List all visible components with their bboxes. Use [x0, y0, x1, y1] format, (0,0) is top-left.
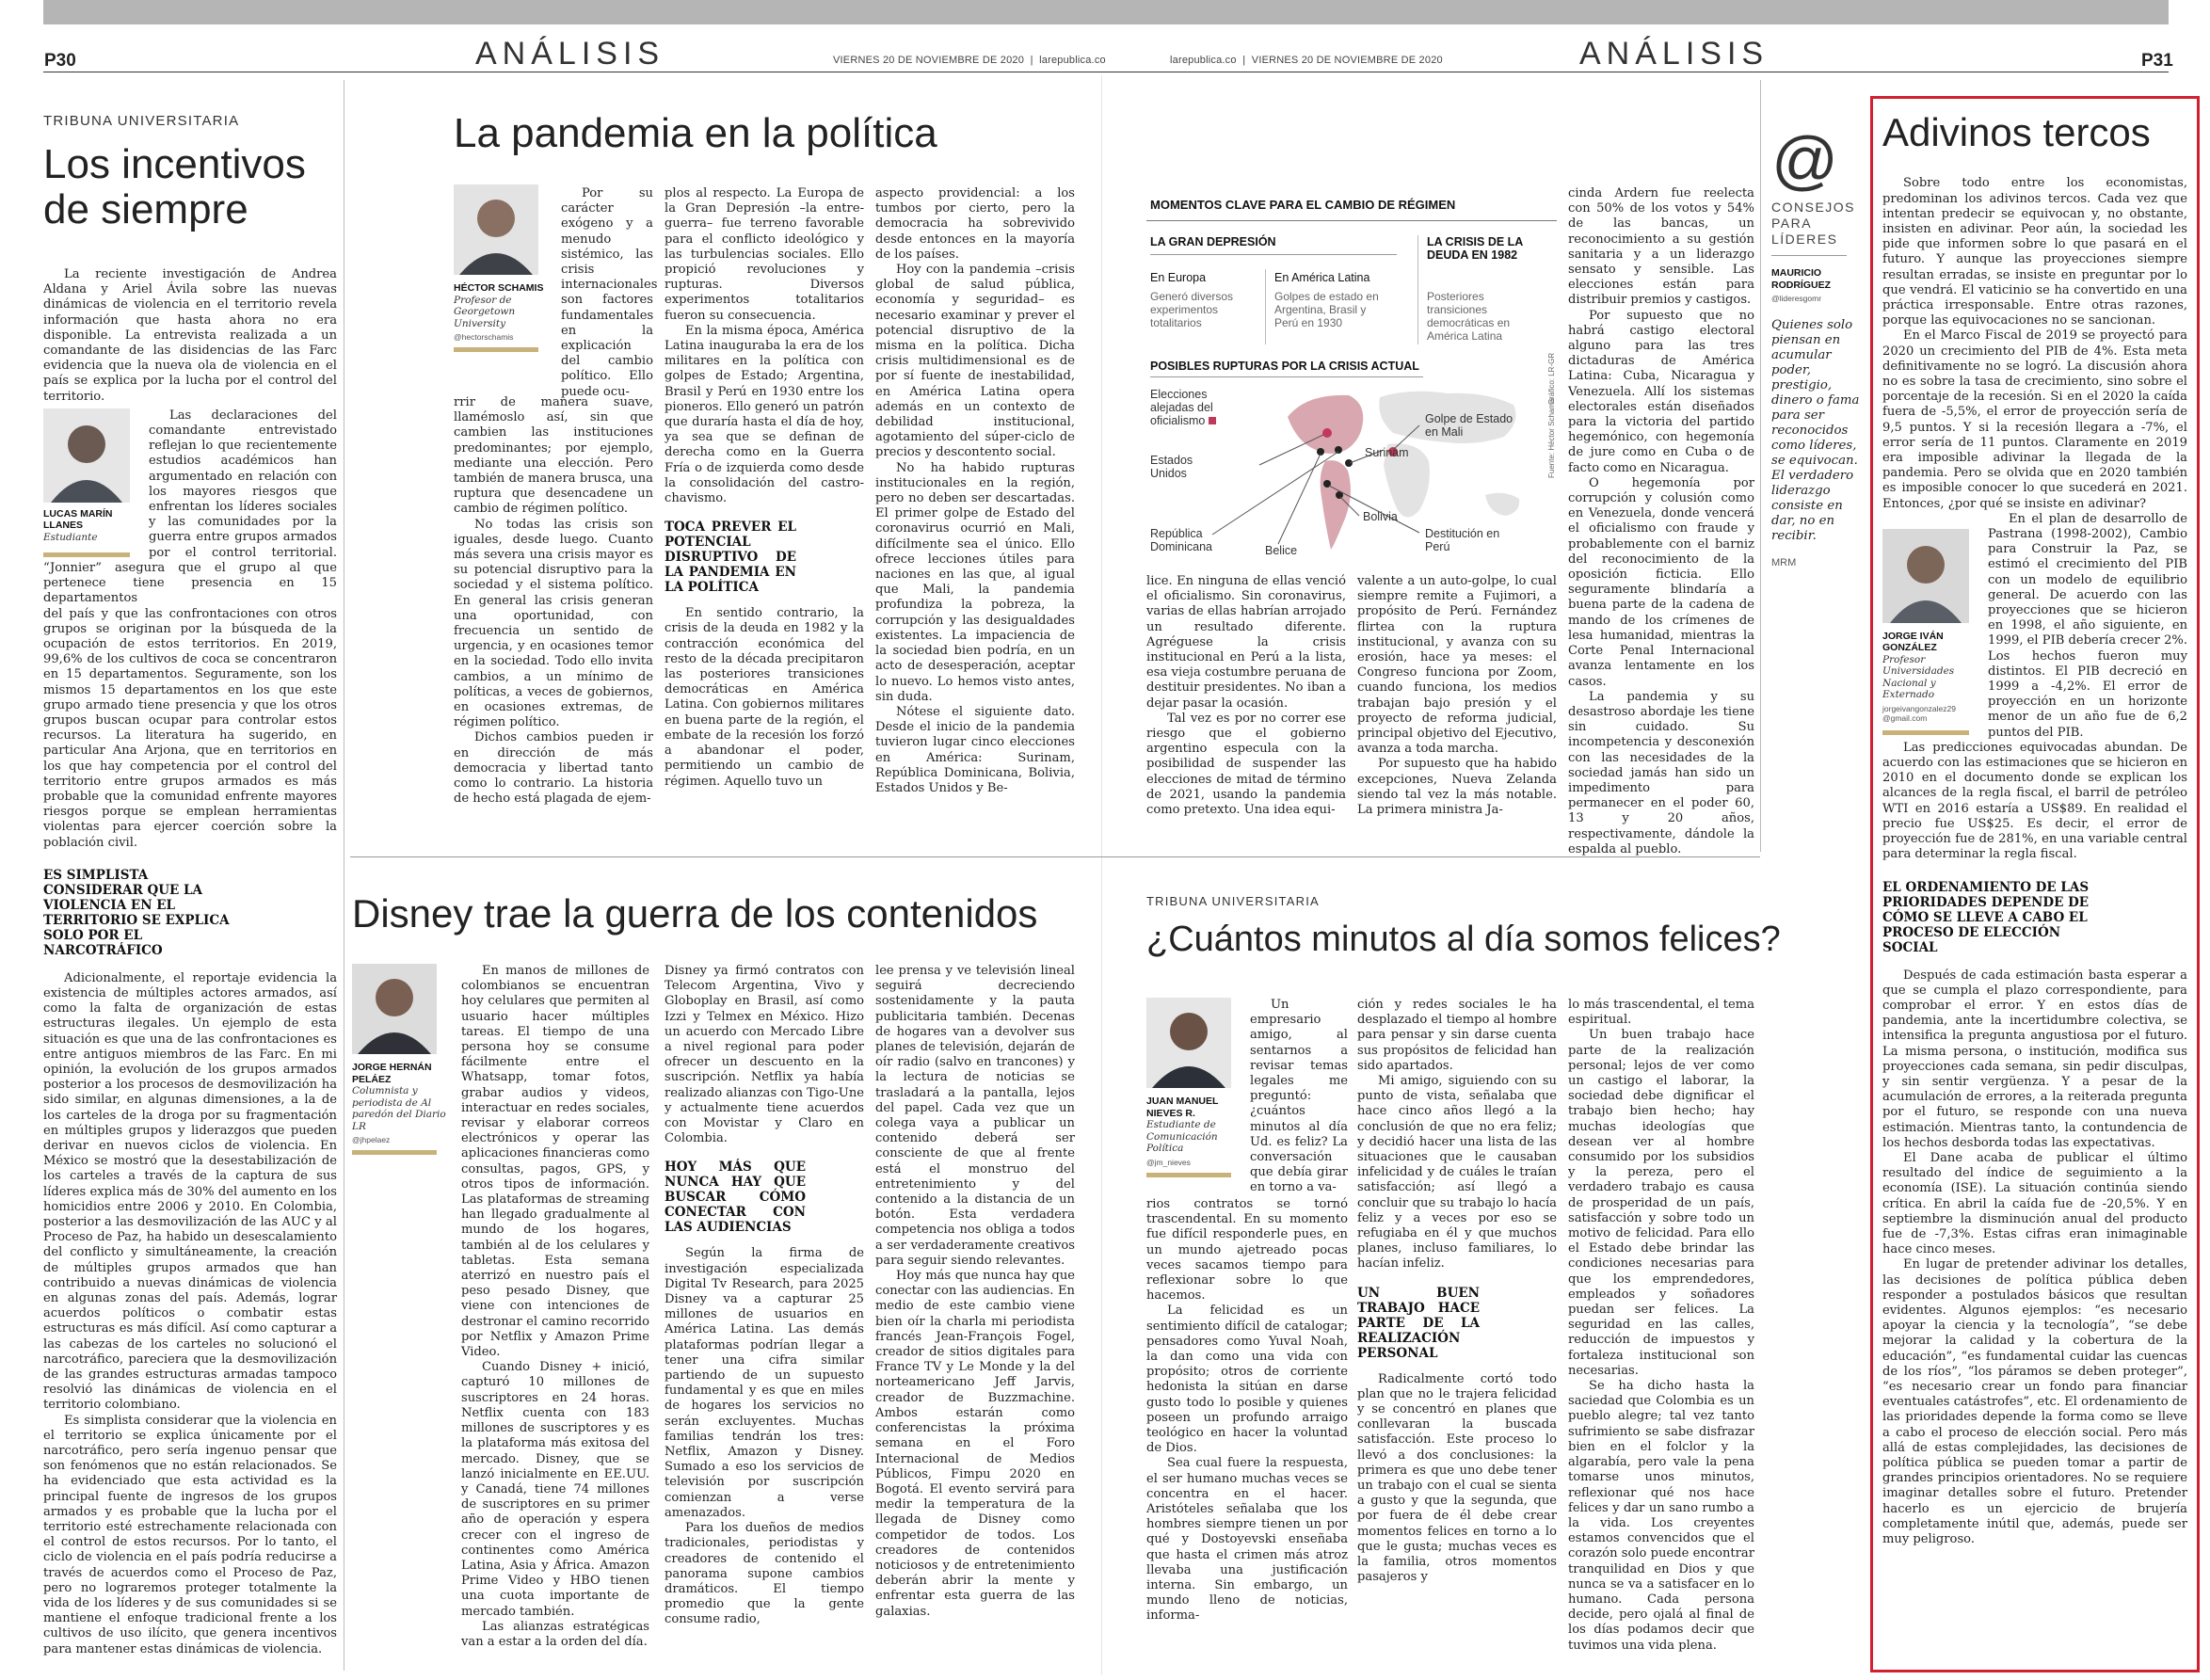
paragraph: En el plan de desarrollo de Pastrana (1998-2002), Cambio para Construir la Paz, se estimó el crecimiento del PIB con un modelo de equilibrio general. De acuerdo con las proyecciones que se hicieron en 1998, el año siguiente, en 1999, el PIB debería crecer 2%. Los hechos fueron muy distintos. El PIB decreció en 1999 a -4,2%. El error de proyección en un horizonte menor de un año fue de 6,2 puntos del PIB.: [1988, 511, 2187, 740]
paragraph: cinda Ardern fue reelecta con 50% de los votos y 54% de las bancas, un reconocimiento a su gestión sanitaria y a un liderazgo sensato y sensible. Las elecciones están para distribuir premios y castigos.: [1568, 186, 1754, 308]
top-bar: [43, 0, 2169, 24]
paragraph: En manos de millones de colombianos se encuentran hoy celulares que permiten al usuario hacer múltiples tareas. El tiempo de una persona hoy se consume fácilmente entre el Whatsapp, tomar fotos, grabar audios y videos, interactuar en redes sociales, revisar y elaborar correos electrónicos y operar las aplicaciones financieras como consultas, pagos, GPS, y otros tipos de información. Las plataformas de streaming han llegado gradualmente al mundo de los hogares, también al de los celulares y tabletas. Esta semana aterrizó en nuestro país el peso pesado Disney, que viene con intenciones de destronar el camino recorrido por Netflix y Amazon Prime Video.: [461, 964, 649, 1360]
paragraph: del país y que las confrontaciones con otros grupos se originan por la búsqueda de la ocupación de estos territorios. En 2019, 99,6% de los cultivos de coca se concentraron en 15 departamentos. Seguramente, son los mismos 15 departamentos en los que este grupo armado tiene presencia y que los otros grupos buscan ocupar para controlar estos recursos. La literatura ha sugerido, en particular Ana Arjona, que en territorios en los que hay competencia por el control del territorio entre grupos armados es más probable que la comunidad enfrente mayores riesgos porque se emplean herramientas violentas para ejercer coerción sobre la población civil.: [43, 606, 337, 850]
paragraph: Sobre todo entre los economistas, predominan los adivinos tercos. Cada vez que intentan predecir se equivocan y, no obstante, insisten en adivinar. Peor aún, la sociedad les pide que informen sobre lo que pasará en el futuro. Y aunque las proyecciones siempre resultan erradas, se insiste en preguntar por lo que vendrá. El vaticinio se ha convertido en una práctica irresponsable. Entre otras razones, porque las equivocaciones no se sancionan.: [1882, 176, 2187, 328]
author-name: JUAN MANUEL NIEVES R.: [1146, 1096, 1219, 1119]
felices-col1-top: [1250, 998, 1348, 1196]
disney-col3: [875, 964, 1075, 1620]
graphic-source: Fuente: Héctor Schamis: [1547, 397, 1556, 478]
subhead: ES SIMPLISTA CONSIDERAR QUE LA VIOLENCIA EN EL TERRITORIO SE EXPLICA SOLO POR EL NARCOTRÁFICO: [43, 867, 230, 958]
paragraph: lo más trascendental, el tema espiritual.: [1568, 998, 1754, 1028]
disney-col2: [665, 964, 864, 1628]
site-right[interactable]: larepublica.co: [1170, 55, 1237, 66]
paragraph: La felicidad es un sentimiento difícil de catalogar; pensadores como Yuval Noah, la dan como una vida con propósito; otros de corriente hedonista la sitúan en darse gusto todo lo posible y quienes poseen un profundo arraigo teológico en hacer la voluntad de Dios.: [1146, 1304, 1348, 1456]
paragraph: Es simplista considerar que la violencia en el territorio se explica únicamente por el narcotráfico, pero sería ingenuo pensar que son fenómenos que no están relacionados. Se ha evidenciado que esta actividad es la principal fuente de ingresos de los grupos armados y es probable que la lucha por el territorio esté estrechamente relacionada con el control de estos recursos. Por lo tanto, el ciclo de violencia en el país podría reducirse a través de acuerdos como el Proceso de Paz, pero no lograremos proteger totalmente la vida de los líderes y de sus comunidades si se mantiene el enfoque tradicional frente a los cultivos de uso ilícito, que genera incentivos para mantener estas dinámicas de violencia.: [43, 1413, 337, 1656]
subhead: TOCA PREVER EL POTENCIAL DISRUPTIVO DE LA PANDEMIA EN LA POLÍTICA: [665, 520, 796, 596]
america-latina-text: Golpes de estado en Argentina, Brasil y Perú en 1930: [1274, 290, 1379, 329]
paragraph: valente a un auto-golpe, lo cual siempre remite a Fujimori, a propósito de Perú. Fernández flirtea con la ruptura institucional, y avanza con su erosión, hace ya meses: el Congreso funciona por Zoom, cuando funciona, los medios trabajan bajo presión y el proyecto de reforma judicial, principal objetivo del Ejecutivo, avanza a toda marcha.: [1357, 574, 1557, 757]
subhead: EL ORDENAMIENTO DE LAS PRIORIDADES DEPENDE DE CÓMO SE LLEVE A CABO EL PROCESO DE ELECCIÓN SOCIAL: [1882, 879, 2090, 955]
paragraph: Dichos cambios pueden ir en dirección de más democracia y libertad tanto como lo contrario. La historia de hecho está plagada de ejem-: [454, 730, 653, 807]
graphic-title: MOMENTOS CLAVE PARA EL CAMBIO DE RÉGIMEN: [1150, 198, 1456, 212]
section-divider: [350, 856, 1760, 857]
felices-col1: [1146, 1197, 1348, 1624]
crisis-deuda-text: Posteriores transiciones democráticas en América Latina: [1427, 290, 1511, 343]
paragraph: La reciente investigación de Andrea Aldana y Ariel Ávila sobre las nuevas dinámicas de violencia en el territorio revela información que hasta ahora no era disponible. La entrevista realizada a un comandante de las disidencias de las Farc evidencia que la nueva ola de violencia en el país se explica por la lucha por el control del territorio.: [43, 267, 337, 404]
author-name: LUCAS MARÍN LLANES: [43, 507, 113, 532]
author-photo: [352, 964, 437, 1054]
body-2: [43, 971, 337, 1657]
pandemia-col1: [454, 395, 653, 807]
paragraph: Hoy más que nunca hay que conectar con las audiencias. En medio de este cambio viene bien oír la charla mi periodista francés Jean-François Fogel, creador de sitios digitales para France TV y Le Monde y la del norteamericano Jeff Jarvis, creador de Buzzmachine. Ambos estarán como conferencistas la próxima semana en el Foro Internacional de Medios Públicos, Fimpu 2020 en Bogotá. El evento servirá para medir la temperatura de la llegada de Disney como competidor de todos. Los creadores de contenidos noticiosos y de entretenimiento deberán abrir la mente y enfrentar esta guerra de las galaxias.: [875, 1269, 1075, 1619]
paragraph: lice. En ninguna de ellas venció el oficialismo. Sin coronavirus, varias de ellas habrían arrojado un resultado diferente. Agréguese la crisis institucional en Perú a la lista, esa vieja costumbre peruana de destituir presidentes. No iban a dejar pasar la ocasión.: [1146, 574, 1346, 711]
author-photo: [1146, 998, 1231, 1088]
paragraph: Por supuesto que no habrá castigo electoral alguno para las tres dictaduras de América Latina: Cuba, Nicaragua y Venezuela. Allí los sistemas electorales están diseñados para la victoria del partido hegemónico, con hegemonía de jure como en Cuba o de facto como en Nicaragua.: [1568, 308, 1754, 475]
label-bolivia: Bolivia: [1363, 510, 1398, 523]
author-handle: @jhpelaez: [352, 1135, 391, 1144]
leader-line: [1259, 435, 1323, 465]
author-name: MAURICIO RODRÍGUEZ: [1771, 267, 1831, 291]
author-handle: @hectorschamis: [454, 332, 514, 342]
paragraph: Las alianzas estratégicas van a estar a la orden del día.: [461, 1619, 649, 1649]
author-box: [43, 408, 141, 558]
leader-line: [1212, 452, 1338, 535]
pandemia-headline: La pandemia en la política: [454, 110, 937, 156]
paragraph: Tal vez es por no correr ese riesgo que el gobierno argentino especula con la posibilidad de suspender las elecciones de mitad de término de 2021, usando la pandemia como pretexto. Una idea equi-: [1146, 711, 1346, 818]
disney-col1: [461, 964, 649, 1650]
subhead: UN BUEN TRABAJO HACE PARTE DE LA REALIZACIÓN PERSONAL: [1357, 1285, 1480, 1361]
pandemia-col6: [1568, 186, 1754, 857]
disney-headline: Disney trae la guerra de los contenidos: [352, 891, 1038, 936]
page-number-left: P30: [44, 51, 76, 71]
paragraph: El Dane acaba de publicar el último resultado del índice de seguimiento a la economía (ISE). La situación continúa siendo crítica. En abril la caída fue de -20,5%. Y en septiembre la disminución anual del producto fue de -7,3%. Estas cifras eran inimaginable hace cinco meses.: [1882, 1150, 2187, 1257]
author-photo: [43, 408, 130, 503]
author-divider: [352, 1150, 437, 1155]
usa-marker: [1322, 428, 1332, 438]
quote: Quienes solo piensan en acumular poder, prestigio, dinero o fama para ser reconocidos como líderes, se equivocan. El verdadero liderazgo consiste en dar, no en recibir.: [1771, 318, 1860, 543]
paragraph: Las predicciones equivocadas abundan. De acuerdo con las estimaciones que se hicieron en 2010 en el documento donde se explican los alcances de la regla fiscal, el barril de petróleo WTI en 2016 estaría a US$89. En realidad el precio fue US$25. Es decir, el error de proyección fue de 281%, en una variable central para determinar la regla fiscal.: [1882, 740, 2187, 862]
crisis-deuda-title: LA CRISIS DE LA DEUDA EN 1982: [1427, 235, 1523, 262]
graphic-rule: [1146, 220, 1557, 221]
body: [1882, 176, 2187, 511]
europa-text: Generó diversos experimentos totalitarios: [1150, 290, 1234, 329]
label-estados-unidos: Estados Unidos: [1150, 454, 1193, 480]
label-peru: Destitución en Perú: [1425, 527, 1500, 553]
pandemia-col2: [665, 186, 864, 790]
disney-author-box: [352, 964, 446, 1155]
paragraph: Un empresario amigo, al sentarnos a revisar temas legales me preguntó: ¿cuántos minutos al día Ud. es feliz? La conversación que debía girar en torno a va-: [1250, 998, 1348, 1195]
body-2: [1882, 968, 2187, 1548]
pandemia-col1-top: [561, 186, 658, 400]
paragraph: Hoy con la pandemia –crisis global de salud pública, economía y seguridad– es necesario examinar y prever el potencial disruptivo de la misma en la política. Dicha crisis multidimensional es de por sí fuente de inestabilidad, en América Latina opera además en un contexto de debilidad institucional, agotamiento del súper-ciclo de precios y descontento social.: [875, 263, 1075, 460]
pandemia-col5: [1357, 574, 1557, 818]
author-name: HÉCTOR SCHAMIS: [454, 282, 544, 294]
folio-date-right: larepublica.co | VIERNES 20 DE NOVIEMBRE DE 2020: [1170, 55, 1443, 66]
paragraph: Cuando Disney + inició, capturó 10 millones de suscriptores en 24 horas. Netflix cuenta con 183 millones de suscriptores y es la plataforma más exitosa del mercado. Disney, que se lanzó inicialmente en EE.UU. y Canadá, tiene 74 millones de suscriptores en su primer año de operación y espera crecer con el ingreso de continentes como América Latina, Asia y África. Amazon Prime Video y HBO tienen una cuota importante de mercado también.: [461, 1360, 649, 1619]
paragraph: En lugar de pretender adivinar los detalles, las decisiones de política pública deben responder a postulados básicos que resultan evidentes. Algunos ejemplos: “es necesario apoyar la ciencia y la tecnología”, “se debe mejorar la calidad y la cobertura de la educación”, “es fundamental cuidar las cuencas de los ríos”, “los páramos se deben proteger”, “es necesario crear un fondo para financiar eventuales catástrofes”, etc. El ordenamiento de las prioridades depende la forma como se lleve a cabo el proceso de elección social. Pero más allá de estas complejidades, las decisiones de política pública se pueden tomar a partir de grandes principios orientadores. No se requiere imaginar detalles sobre el futuro. Pretender hacerlo es un ejercicio de brujería completamente inútil que, además, puede ser muy peligroso.: [1882, 1257, 2187, 1547]
author-role: Profesor de Georgetown University: [454, 294, 516, 329]
paragraph: En sentido contrario, la crisis de la deuda en 1982 y la contracción económica del resto de la década precipitaron las posteriores transiciones democráticas en América Latina. Con gobiernos militares en buena parte de la región, el embate de la recesión los forzó a abandonar el poder, permitiendo un cambio de régimen. Aquello tuvo un: [665, 606, 864, 789]
leader-line: [1278, 454, 1321, 544]
graphic-divider: [1265, 269, 1266, 344]
date-left: VIERNES 20 DE NOVIEMBRE DE 2020: [833, 55, 1025, 66]
paragraph: ción y redes sociales le ha desplazado el tiempo al hombre para pensar y sin darse cuenta sus propósitos de felicidad han sido apartados.: [1357, 998, 1557, 1073]
map-title: POSIBLES RUPTURAS POR LA CRISIS ACTUAL: [1150, 360, 1419, 373]
felices-headline: ¿Cuántos minutos al día somos felices?: [1146, 920, 1781, 959]
date-right: VIERNES 20 DE NOVIEMBRE DE 2020: [1251, 55, 1443, 66]
author-divider: [454, 347, 538, 352]
paragraph: aspecto providencial: a los tumbos por cierto, pero la democracia ha sobrevivido desde entonces en la mayoría de los países.: [875, 186, 1075, 262]
surinam-marker: [1345, 459, 1353, 467]
paragraph: En la misma época, América Latina inauguraba la era de los militares en la política con golpes de Estado; Argentina, Brasil y Perú en 1930 entre los pioneros. Ello generó un patrón que duraría hasta el día de hoy, ya sea que se definan de derecha como en la Guerra Fría o de izquierda como desde la consolidación del castro-chavismo.: [665, 323, 864, 506]
paragraph: Se ha dicho hasta la saciedad que Colombia es un pueblo alegre; tal vez tanto sufrimiento se sabe disfrazar bien en el folclor y la algarabía, pero vale la pena tomarse unos minutos, reflexionar qué nos hace felices y dar un sano rumbo a la vida. Los creyentes estamos convencidos que el corazón solo puede encontrar tranquilidad en Dios y que nunca se va a satisfacer en lo humano. Cada persona decide, pero ojalá al final de los días podamos decir que tuvimos una vida plena.: [1568, 1379, 1754, 1653]
body-continued-2: [43, 607, 337, 851]
kicker: TRIBUNA UNIVERSITARIA: [43, 113, 240, 129]
author-photo: [1882, 529, 1969, 623]
legend-label: Elecciones alejadas del oficialismo: [1150, 388, 1235, 427]
paragraph: No ha habido rupturas institucionales en la región, pero no deben ser descartadas. El primer golpe de Estado del coronavirus ocurrió en Mali, difícilmente sea el único. Ello ofrece lecciones útiles para naciones en las que, al igual que Mali, la pandemia profundiza la pobreza, la corrupción y las desigualdades existentes. La impaciencia de la sociedad bien podría, en un acto de desesperación, aceptar lo nuevo. Lo hemos visto antes, sin duda.: [875, 460, 1075, 704]
label-belice: Belice: [1265, 544, 1298, 557]
pandemia-col4: [1146, 574, 1346, 818]
author-handle: @jm_nieves: [1146, 1157, 1191, 1167]
author-role: Estudiante: [43, 531, 98, 543]
gran-depresion-title: LA GRAN DEPRESIÓN: [1150, 235, 1276, 248]
felices-kicker: TRIBUNA UNIVERSITARIA: [1146, 894, 1320, 908]
author-role: Columnista y periodista de Al paredón del Diario LR: [352, 1085, 446, 1132]
paragraph: Radicalmente cortó todo plan que no le trajera felicidad y se concentró en planes que conllevaran la buscada satisfacción. Este proceso lo llevó a dos conclusiones: la primera es que uno debe tener un trabajo con el cual se sienta a gusto y que la segunda, que por fuera de él debe crear momentos felices en torno a lo que le gusta; muchas veces es la familia, otros momentos pasajeros y: [1357, 1371, 1557, 1585]
graphic-rule: [1150, 376, 1423, 377]
folio-date-left: VIERNES 20 DE NOVIEMBRE DE 2020 | larepublica.co: [833, 55, 1106, 66]
article-adivinos: [1882, 111, 2187, 1547]
legend-swatch: [1209, 417, 1216, 424]
section-title-left: ANÁLISIS: [475, 36, 665, 72]
america-latina-heading: En América Latina: [1274, 271, 1370, 284]
paragraph: Nótese el siguiente dato. Desde el inicio de la pandemia tuvieron lugar cinco elecciones en América: Surinam, República Dominicana, Bolivia, Estados Unidos y Be-: [875, 704, 1075, 795]
paragraph: plos al respecto. La Europa de la Gran Depresión –la entre-guerra– fue terreno favorable para el conflicto ideológico y las turbulencias sociales. Ello propició revoluciones y rupturas. Diversos experimentos totalitarios fueron su consecuencia.: [665, 186, 864, 323]
paragraph: En el Marco Fiscal de 2019 se proyectó para 2020 un crecimiento del PIB de 4%. Esta meta definitivamente no se logró. La discusión ahora no es sobre la tasa de crecimiento, sino sobre el porcentaje de la recesión. Si en el 2020 la caída fuera de -5,5%, el error de proyección sería de 9,5 puntos. Y si la recesión llegara a -7%, el error sería de 11 puntos. Claramente en 2019 era imposible adivinar la llegada de la pandemia. Pero se olvida que en 2020 también es imposible conocer lo que sucederá en 2021. Entonces, ¿por qué se insiste en adivinar?: [1882, 328, 2187, 511]
graphic-divider: [1417, 235, 1418, 344]
paragraph: Sea cual fuere la respuesta, el ser humano muchas veces se concentra en el hacer. Aristóteles señalaba que los hombres siempre tienen un por qué y Dostoyevski enseñaba que hasta el crimen más atroz llevaba una justificación interna. Sin embargo, un mundo lleno de noticias, informa-: [1146, 1456, 1348, 1624]
rep-dominicana-marker: [1335, 446, 1342, 454]
page-gutter: [1101, 75, 1102, 1675]
paragraph: Mi amigo, siguiendo con su punto de vista, señalaba que hace cinco años llegó a la conclusión de que no era feliz; y decidió hacer una lista de las situaciones que le causaban infelicidad y de cuáles le traían satisfacción; así llegó a concluir que su trabajo lo hacía feliz y a veces por eso se refugiaba en él y que muchos planes, incluso familiares, lo hacían infeliz.: [1357, 1074, 1557, 1272]
label-rep-dominicana: República Dominicana: [1150, 527, 1213, 553]
paragraph: Por supuesto que ha habido excepciones, Nueva Zelanda siendo tal vez la más notable. La primera ministra Ja-: [1357, 757, 1557, 818]
pandemia-author-box: [454, 184, 548, 352]
paragraph: O hegemonía por corrupción y colusión como en Venezuela, donde vencerá el oficialismo con fraude y probablemente con el barniz del reconocimiento de la oposición ficticia. Ello seguramente blindaría a buena parte de la cadena de mando de los crímenes de lesa humanidad, mientras la Corte Penal Internacional avanza lentamente en los casos.: [1568, 475, 1754, 689]
paragraph: lee prensa y ve televisión lineal seguirá decreciendo sostenidamente y la pauta publicitaria también. Decenas de hogares van a devolver sus planes de televisión, dejarán de oír radio (salvo en trancones) y la lectura de noticias se trasladará a la pantalla, lejos del papel. Cada vez que un colega vaya a publicar un contenido deberá ser consciente de que al frente está el monstruo del entretenimiento y del contenido a la distancia de un botón. Esta verdadera competencia nos obliga a todos a ser verdaderamente creativos para seguir siendo relevantes.: [875, 964, 1075, 1268]
regime-change-graphic: [1146, 186, 1557, 563]
paragraph: Por su carácter exógeno y a menudo sistémico, las crisis internacionales son factores fundamentales en la explicación del cambio político. Ello puede ocu-: [561, 186, 658, 399]
paragraph: rios contratos se tornó trascendental. En su momento fue difícil responderle pues, en un mundo ajetreado pocas veces sacamos tiempo para reflexionar sobre lo que hacemos.: [1146, 1197, 1348, 1304]
paragraph: Las declaraciones del comandante entrevistado reflejan lo que recientemente estudios académicos han argumentado en relación con los mayores riesgos que enfrentan los líderes sociales y las comunidades por la guerra entre grupos armados por el control territorial. “Jonnier” asegura que el grupo al que pertenece tiene presencia en 15 departamentos: [43, 408, 337, 606]
north-america-shape: [1288, 395, 1363, 454]
felices-author-box: [1146, 998, 1241, 1177]
paragraph: Disney ya firmó contratos con Telecom Argentina, Vivo y Globoplay en Brasil, así como Izzi y Telmex en México. Hizo un acuerdo con Mercado Libre a nivel regional para poder ofrecer un descuento en la suscripción. Netflix ya había realizado alianzas con Tigo-Une y actualmente tiene acuerdos con Movistar y Claro en Colombia.: [665, 964, 864, 1146]
author-handle: @lideresgomr: [1771, 294, 1822, 303]
pandemia-col3: [875, 186, 1075, 796]
article-incentivos: [43, 113, 337, 1657]
paragraph: No todas las crisis son iguales, desde luego. Cuanto más severa una crisis mayor es su potencial disruptivo para la sociedad y el sistema político. En general las crisis generan una oportunidad, con frecuencia un sentido de urgencia, y en ocasiones temor en la sociedad. Todo ello invita cambios, a un mínimo de políticas, a veces de gobiernos, en ocasiones extremas, de régimen político.: [454, 517, 653, 730]
headline: Los incentivos de siempre: [43, 141, 306, 232]
europa-heading: En Europa: [1150, 271, 1207, 284]
felices-col2: [1357, 998, 1557, 1586]
signature: MRM: [1771, 557, 1797, 568]
felices-col3: [1568, 998, 1754, 1654]
paragraph: Según la firma de investigación especializada Digital Tv Research, para 2025 Disney va a capturar 25 millones de usuarios en América Latina. Las demás plataformas podrían llegar a tener una cifra similar partiendo de un supuesto fundamental y es que en miles de hogares los servicios no serán excluyentes. Muchas familias tendrán los tres: Netflix, Amazon y Disney. Sumado a eso los servicios de televisión por suscripción comienzan a verse amenazados.: [665, 1246, 864, 1520]
author-name: JORGE IVÁN GONZÁLEZ: [1882, 630, 1944, 654]
graphic-rule: [1150, 254, 1397, 255]
paragraph: La pandemia y su desastroso abordaje les tiene sin cuidado. Su incompetencia y desconexión con las necesidades de la sociedad jamás han sido un impedimento para permanecer en el poder 60, 13 y 20 años, respectivamente, dándole la espalda al pueblo.: [1568, 689, 1754, 856]
section-title-right: ANÁLISIS: [1579, 36, 1770, 72]
graphic-credit: Gráfico: LR-GR: [1547, 352, 1556, 405]
oceania-shape: [1485, 493, 1519, 516]
paragraph: Para los dueños de medios tradicionales, periodistas y creadores de contenido el panorama supone cambios dramáticos. El tiempo promedio que la gente consume radio,: [665, 1521, 864, 1627]
author-divider: [1882, 730, 1969, 735]
paragraph: rrir de manera suave, llamémoslo así, sin que cambien las instituciones predominantes; por ejemplo, mediante una elección. Pero también de manera brusca, una ruptura que desencadene un cambio de régimen político.: [454, 395, 653, 517]
author-box: [1882, 529, 1980, 735]
author-handle: jorgeivangonzalez29 @gmail.com: [1882, 703, 1956, 723]
author-role: Estudiante de Comunicación Política: [1146, 1119, 1218, 1154]
label-mali: Golpe de Estado en Mali: [1425, 412, 1513, 439]
page-number-right: P31: [2141, 51, 2173, 71]
paragraph: Después de cada estimación basta esperar a que se cumpla el plazo correspondiente, para comprobar el error. Y en estos días de pandemia, ante la incertidumbre colectiva, se intensifica la pregunta angustiosa por el futuro. La misma persona, o institución, modifica sus proyecciones cada semana, sin pedir disculpas, y sin sentir vergüenza. Y a pesar de la acumulación de errores, a la reiterada pregunta por el futuro, se responde con una nueva estimación. Mientras tanto, la contundencia de los hechos desborda todas las expectativas.: [1882, 968, 2187, 1150]
south-america-shape: [1321, 460, 1351, 550]
at-icon: @: [1771, 123, 1839, 197]
subhead: HOY MÁS QUE NUNCA HAY QUE BUSCAR CÓMO CONECTAR CON LAS AUDIENCIAS: [665, 1160, 806, 1236]
author-divider: [43, 552, 130, 557]
consejos-column: [1771, 122, 1870, 568]
site-left[interactable]: larepublica.co: [1039, 55, 1106, 66]
author-name: JORGE HERNÁN PELÁEZ: [352, 1062, 432, 1085]
label-surinam: Surinam: [1365, 446, 1409, 459]
body: [43, 267, 337, 405]
divider: [1771, 255, 1847, 256]
author-role: Profesor Universidades Nacional y Externado: [1882, 653, 1955, 701]
headline: Adivinos tercos: [1882, 110, 2151, 154]
paragraph: Un buen trabajo hace parte de la realización personal; lejos de ver como un castigo el laborar, la sociedad debe dignificar el trabajo bien hecho; hay muchas ideologías que desean ver al hombre consumido por los subsidios y la pereza, pero el verdadero trabajo es causa de prosperidad de un país, satisfacción y sobre todo un motivo de felicidad. Para ello el Estado debe brindar las condiciones necesarias para que los emprendedores, empleados y soñadores puedan ser felices. La seguridad en las calles, reducción de impuestos y fortaleza institucional son necesarias.: [1568, 1028, 1754, 1378]
author-photo: [454, 184, 538, 275]
column-rule: [1760, 80, 1761, 852]
author-divider: [1146, 1173, 1231, 1177]
consejos-label: CONSEJOS PARA LÍDERES: [1771, 200, 1856, 247]
paragraph: Adicionalmente, el reportaje evidencia la existencia de múltiples actores armados, así como la falta de organización de estas estructuras ilegales. Un ejemplo de esta situación es que una de las confrontaciones es entre antiguos miembros de las Farc. En mi opinión, la evolución de los grupos armados posterior a los procesos de desmovilización ha sido similar, en algunas dimensiones, a la de los carteles de la droga por su fragmentación en múltiples grupos y liderazgos que pueden derivar en nuevos ciclos de violencia. En México se mostró que la desestabilización de los carteles a través de la captura de sus líderes explica más de 30% del aumento en los homicidios entre 2006 y 2010. En Colombia, posterior a las desmovilización de las AUC y al Proceso de Paz, ha habido un desescalamiento del conflicto y simultáneamente, la creación de múltiples grupos armados que han contribuido a nuevas dinámicas de violencia en algunas zonas del país. Además, lograr acuerdos políticos o combatir estas estructuras es más difícil. Así como capturar a las cabezas de los carteles no solucionó el narcotráfico, pareciera que la desmovilización de las grandes estructuras armadas tampoco resolvió las dinámicas de violencia en el territorio colombiano.: [43, 970, 337, 1413]
